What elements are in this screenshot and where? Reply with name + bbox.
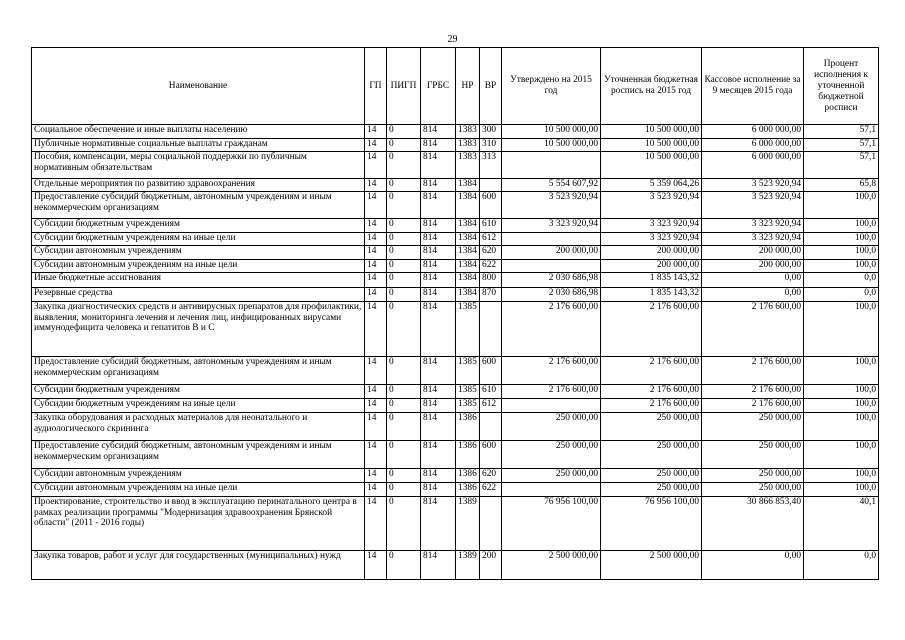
table-row <box>32 483 879 497</box>
cell-pigp: 0 <box>387 483 421 497</box>
cell-cash: 200 000,00 <box>702 260 804 273</box>
cell-name: Предоставление субсидий бюджетным, автономным учреждениям и иным некоммерческим организациям <box>32 192 365 219</box>
cell-pigp: 0 <box>387 273 421 288</box>
cell-cash: 2 176 600,00 <box>702 399 804 413</box>
cell-percent: 57,1 <box>804 139 879 152</box>
cell-percent: 65,8 <box>804 179 879 192</box>
cell-approved: 2 176 600,00 <box>502 385 601 399</box>
cell-cash: 2 176 600,00 <box>702 357 804 385</box>
cell-revised: 250 000,00 <box>601 483 702 497</box>
cell-name: Предоставление субсидий бюджетным, автономным учреждениям и иным некоммерческим организациям <box>32 357 365 385</box>
cell-nr: 1384 <box>456 288 480 302</box>
cell-grbs: 814 <box>421 273 456 288</box>
cell-cash: 0,00 <box>702 273 804 288</box>
cell-percent: 100,0 <box>804 413 879 441</box>
cell-vr: 620 <box>480 469 502 483</box>
cell-pigp: 0 <box>387 551 421 580</box>
cell-name: Отдельные мероприятия по развитию здравоохранения <box>32 179 365 192</box>
cell-revised: 250 000,00 <box>601 441 702 469</box>
cell-percent: 100,0 <box>804 399 879 413</box>
cell-cash: 3 523 920,94 <box>702 192 804 219</box>
cell-approved <box>502 399 601 413</box>
cell-percent: 100,0 <box>804 192 879 219</box>
table-row <box>32 152 879 179</box>
cell-revised: 5 359 064,26 <box>601 179 702 192</box>
cell-gp: 14 <box>365 179 387 192</box>
table-row <box>32 219 879 233</box>
cell-approved: 2 030 686,98 <box>502 273 601 288</box>
cell-gp: 14 <box>365 233 387 246</box>
cell-grbs: 814 <box>421 125 456 139</box>
table-row <box>32 302 879 357</box>
cell-nr: 1389 <box>456 497 480 551</box>
cell-name: Пособия, компенсации, меры социальной поддержки по публичным нормативным обязательствам <box>32 152 365 179</box>
cell-grbs: 814 <box>421 260 456 273</box>
cell-approved: 3 523 920,94 <box>502 192 601 219</box>
header-name: Наименование <box>32 48 365 125</box>
cell-percent: 0,0 <box>804 551 879 580</box>
cell-name: Субсидии автономным учреждениям <box>32 246 365 260</box>
cell-pigp: 0 <box>387 125 421 139</box>
cell-cash: 2 176 600,00 <box>702 302 804 357</box>
cell-percent: 100,0 <box>804 357 879 385</box>
cell-revised: 200 000,00 <box>601 260 702 273</box>
table-row <box>32 399 879 413</box>
cell-revised: 1 835 143,32 <box>601 288 702 302</box>
cell-vr: 313 <box>480 152 502 179</box>
cell-cash: 3 323 920,94 <box>702 233 804 246</box>
cell-nr: 1383 <box>456 125 480 139</box>
cell-nr: 1384 <box>456 273 480 288</box>
cell-vr: 612 <box>480 399 502 413</box>
cell-pigp: 0 <box>387 288 421 302</box>
cell-nr: 1385 <box>456 399 480 413</box>
page-number: 29 <box>447 34 458 45</box>
cell-pigp: 0 <box>387 497 421 551</box>
header-row <box>32 48 879 125</box>
cell-approved <box>502 152 601 179</box>
cell-pigp: 0 <box>387 260 421 273</box>
cell-revised: 2 176 600,00 <box>601 385 702 399</box>
cell-grbs: 814 <box>421 152 456 179</box>
cell-pigp: 0 <box>387 219 421 233</box>
cell-revised: 3 323 920,94 <box>601 219 702 233</box>
cell-pigp: 0 <box>387 399 421 413</box>
cell-grbs: 814 <box>421 288 456 302</box>
cell-revised: 200 000,00 <box>601 246 702 260</box>
cell-gp: 14 <box>365 357 387 385</box>
cell-pigp: 0 <box>387 302 421 357</box>
cell-name: Субсидии автономным учреждениям на иные цели <box>32 260 365 273</box>
cell-gp: 14 <box>365 192 387 219</box>
cell-vr <box>480 497 502 551</box>
cell-vr <box>480 302 502 357</box>
table-row <box>32 139 879 152</box>
cell-vr: 600 <box>480 441 502 469</box>
cell-gp: 14 <box>365 441 387 469</box>
cell-name: Субсидии автономным учреждениям на иные цели <box>32 483 365 497</box>
cell-gp: 14 <box>365 399 387 413</box>
cell-nr: 1384 <box>456 233 480 246</box>
table-row <box>32 385 879 399</box>
cell-name: Субсидии бюджетным учреждениям <box>32 385 365 399</box>
cell-approved: 5 554 607,92 <box>502 179 601 192</box>
cell-approved <box>502 233 601 246</box>
cell-gp: 14 <box>365 152 387 179</box>
cell-nr: 1385 <box>456 357 480 385</box>
cell-revised: 10 500 000,00 <box>601 152 702 179</box>
cell-vr: 870 <box>480 288 502 302</box>
cell-gp: 14 <box>365 219 387 233</box>
cell-nr: 1386 <box>456 413 480 441</box>
cell-grbs: 814 <box>421 192 456 219</box>
cell-gp: 14 <box>365 260 387 273</box>
cell-percent: 57,1 <box>804 125 879 139</box>
cell-vr: 300 <box>480 125 502 139</box>
cell-percent: 100,0 <box>804 385 879 399</box>
cell-grbs: 814 <box>421 497 456 551</box>
cell-percent: 100,0 <box>804 246 879 260</box>
cell-nr: 1384 <box>456 246 480 260</box>
header-pigp: ПИГП <box>387 48 421 125</box>
cell-revised: 250 000,00 <box>601 413 702 441</box>
cell-cash: 200 000,00 <box>702 246 804 260</box>
cell-pigp: 0 <box>387 139 421 152</box>
cell-vr <box>480 413 502 441</box>
cell-approved: 76 956 100,00 <box>502 497 601 551</box>
header-revised: Уточненная бюджетная роспись на 2015 год <box>601 48 702 125</box>
cell-approved: 2 176 600,00 <box>502 302 601 357</box>
cell-vr: 622 <box>480 483 502 497</box>
cell-grbs: 814 <box>421 469 456 483</box>
cell-nr: 1385 <box>456 302 480 357</box>
cell-percent: 100,0 <box>804 233 879 246</box>
header-gp: ГП <box>365 48 387 125</box>
cell-vr: 610 <box>480 385 502 399</box>
cell-grbs: 814 <box>421 441 456 469</box>
header-approved: Утверждено на 2015 год <box>502 48 601 125</box>
cell-approved <box>502 260 601 273</box>
cell-name: Субсидии бюджетным учреждениям на иные цели <box>32 399 365 413</box>
cell-nr: 1383 <box>456 139 480 152</box>
cell-gp: 14 <box>365 125 387 139</box>
cell-percent: 0,0 <box>804 288 879 302</box>
header-percent: Процент исполнения к уточненной бюджетной росписи <box>804 48 879 125</box>
cell-cash: 6 000 000,00 <box>702 125 804 139</box>
cell-vr: 600 <box>480 192 502 219</box>
cell-vr: 800 <box>480 273 502 288</box>
cell-pigp: 0 <box>387 413 421 441</box>
cell-nr: 1384 <box>456 260 480 273</box>
cell-gp: 14 <box>365 413 387 441</box>
cell-cash: 250 000,00 <box>702 469 804 483</box>
cell-cash: 250 000,00 <box>702 483 804 497</box>
cell-pigp: 0 <box>387 357 421 385</box>
cell-approved: 2 176 600,00 <box>502 357 601 385</box>
cell-revised: 1 835 143,32 <box>601 273 702 288</box>
cell-grbs: 814 <box>421 139 456 152</box>
cell-cash: 6 000 000,00 <box>702 139 804 152</box>
cell-cash: 250 000,00 <box>702 413 804 441</box>
cell-name: Закупка оборудования и расходных материалов для неонатального и аудиологического скрининга <box>32 413 365 441</box>
cell-name: Субсидии бюджетным учреждениям <box>32 219 365 233</box>
table-row <box>32 497 879 551</box>
cell-approved: 250 000,00 <box>502 413 601 441</box>
cell-approved: 3 323 920,94 <box>502 219 601 233</box>
cell-approved: 250 000,00 <box>502 469 601 483</box>
cell-name: Закупка товаров, работ и услуг для государственных (муниципальных) нужд <box>32 551 365 580</box>
cell-name: Резервные средства <box>32 288 365 302</box>
cell-percent: 40,1 <box>804 497 879 551</box>
cell-revised: 3 523 920,94 <box>601 192 702 219</box>
cell-cash: 250 000,00 <box>702 441 804 469</box>
cell-percent: 0,0 <box>804 273 879 288</box>
cell-nr: 1384 <box>456 192 480 219</box>
cell-grbs: 814 <box>421 302 456 357</box>
cell-vr: 622 <box>480 260 502 273</box>
cell-approved: 250 000,00 <box>502 441 601 469</box>
cell-vr: 610 <box>480 219 502 233</box>
table-row <box>32 413 879 441</box>
cell-approved: 10 500 000,00 <box>502 139 601 152</box>
table-row <box>32 441 879 469</box>
cell-revised: 2 176 600,00 <box>601 399 702 413</box>
cell-gp: 14 <box>365 246 387 260</box>
cell-grbs: 814 <box>421 179 456 192</box>
cell-pigp: 0 <box>387 385 421 399</box>
cell-cash: 2 176 600,00 <box>702 385 804 399</box>
cell-percent: 100,0 <box>804 302 879 357</box>
header-cash: Кассовое исполнение за 9 месяцев 2015 года <box>702 48 804 125</box>
budget-table <box>31 47 879 580</box>
cell-grbs: 814 <box>421 399 456 413</box>
cell-revised: 10 500 000,00 <box>601 139 702 152</box>
cell-gp: 14 <box>365 551 387 580</box>
cell-vr: 200 <box>480 551 502 580</box>
cell-cash: 0,00 <box>702 288 804 302</box>
cell-vr: 600 <box>480 357 502 385</box>
table-row <box>32 233 879 246</box>
cell-grbs: 814 <box>421 413 456 441</box>
table-row <box>32 288 879 302</box>
cell-percent: 100,0 <box>804 469 879 483</box>
table-row <box>32 273 879 288</box>
cell-approved <box>502 483 601 497</box>
cell-cash: 6 000 000,00 <box>702 152 804 179</box>
cell-name: Предоставление субсидий бюджетным, автономным учреждениям и иным некоммерческим организациям <box>32 441 365 469</box>
cell-gp: 14 <box>365 483 387 497</box>
cell-percent: 100,0 <box>804 219 879 233</box>
cell-approved: 2 500 000,00 <box>502 551 601 580</box>
cell-name: Субсидии автономным учреждениям <box>32 469 365 483</box>
cell-approved: 2 030 686,98 <box>502 288 601 302</box>
cell-revised: 2 176 600,00 <box>601 357 702 385</box>
cell-revised: 76 956 100,00 <box>601 497 702 551</box>
cell-percent: 57,1 <box>804 152 879 179</box>
table-row <box>32 246 879 260</box>
cell-revised: 3 323 920,94 <box>601 233 702 246</box>
table-body <box>32 125 879 580</box>
table-row <box>32 192 879 219</box>
cell-grbs: 814 <box>421 233 456 246</box>
cell-grbs: 814 <box>421 246 456 260</box>
table-row <box>32 260 879 273</box>
cell-grbs: 814 <box>421 219 456 233</box>
cell-pigp: 0 <box>387 179 421 192</box>
cell-nr: 1386 <box>456 441 480 469</box>
cell-approved: 10 500 000,00 <box>502 125 601 139</box>
cell-gp: 14 <box>365 497 387 551</box>
cell-gp: 14 <box>365 302 387 357</box>
cell-nr: 1384 <box>456 179 480 192</box>
cell-pigp: 0 <box>387 246 421 260</box>
table-row <box>32 551 879 580</box>
table-row <box>32 469 879 483</box>
cell-vr: 612 <box>480 233 502 246</box>
cell-approved: 200 000,00 <box>502 246 601 260</box>
cell-vr: 310 <box>480 139 502 152</box>
cell-name: Закупка диагностических средств и антивирусных препаратов для профилактики, выявления, мониторинга лечения и лечения лиц, инфицированных вирусами иммунодефицита человека и гепатитов В и С <box>32 302 365 357</box>
cell-grbs: 814 <box>421 483 456 497</box>
cell-name: Проектирование, строительство и ввод в эксплуатацию перинатального центра в рамках реализации программы "Модернизация здравоохранения Брянской области" (2011 - 2016 годы) <box>32 497 365 551</box>
cell-pigp: 0 <box>387 469 421 483</box>
table-row <box>32 125 879 139</box>
cell-name: Социальное обеспечение и иные выплаты населению <box>32 125 365 139</box>
cell-pigp: 0 <box>387 192 421 219</box>
cell-name: Публичные нормативные социальные выплаты гражданам <box>32 139 365 152</box>
cell-cash: 30 866 853,40 <box>702 497 804 551</box>
cell-name: Иные бюджетные ассигнования <box>32 273 365 288</box>
cell-revised: 2 176 600,00 <box>601 302 702 357</box>
cell-revised: 2 500 000,00 <box>601 551 702 580</box>
cell-percent: 100,0 <box>804 260 879 273</box>
header-nr: НР <box>456 48 480 125</box>
cell-nr: 1385 <box>456 385 480 399</box>
cell-grbs: 814 <box>421 551 456 580</box>
header-vr: ВР <box>480 48 502 125</box>
cell-gp: 14 <box>365 273 387 288</box>
table-row <box>32 357 879 385</box>
cell-nr: 1389 <box>456 551 480 580</box>
cell-gp: 14 <box>365 385 387 399</box>
cell-nr: 1383 <box>456 152 480 179</box>
cell-gp: 14 <box>365 139 387 152</box>
cell-pigp: 0 <box>387 152 421 179</box>
cell-name: Субсидии бюджетным учреждениям на иные цели <box>32 233 365 246</box>
cell-revised: 250 000,00 <box>601 469 702 483</box>
cell-nr: 1384 <box>456 219 480 233</box>
cell-gp: 14 <box>365 469 387 483</box>
cell-pigp: 0 <box>387 441 421 469</box>
cell-pigp: 0 <box>387 233 421 246</box>
cell-nr: 1386 <box>456 483 480 497</box>
cell-revised: 10 500 000,00 <box>601 125 702 139</box>
cell-percent: 100,0 <box>804 441 879 469</box>
cell-gp: 14 <box>365 288 387 302</box>
cell-percent: 100,0 <box>804 483 879 497</box>
cell-cash: 3 323 920,94 <box>702 219 804 233</box>
cell-cash: 3 523 920,94 <box>702 179 804 192</box>
cell-nr: 1386 <box>456 469 480 483</box>
cell-vr: 620 <box>480 246 502 260</box>
cell-cash: 0,00 <box>702 551 804 580</box>
cell-vr <box>480 179 502 192</box>
table-row <box>32 179 879 192</box>
cell-grbs: 814 <box>421 385 456 399</box>
cell-grbs: 814 <box>421 357 456 385</box>
header-grbs: ГРБС <box>421 48 456 125</box>
